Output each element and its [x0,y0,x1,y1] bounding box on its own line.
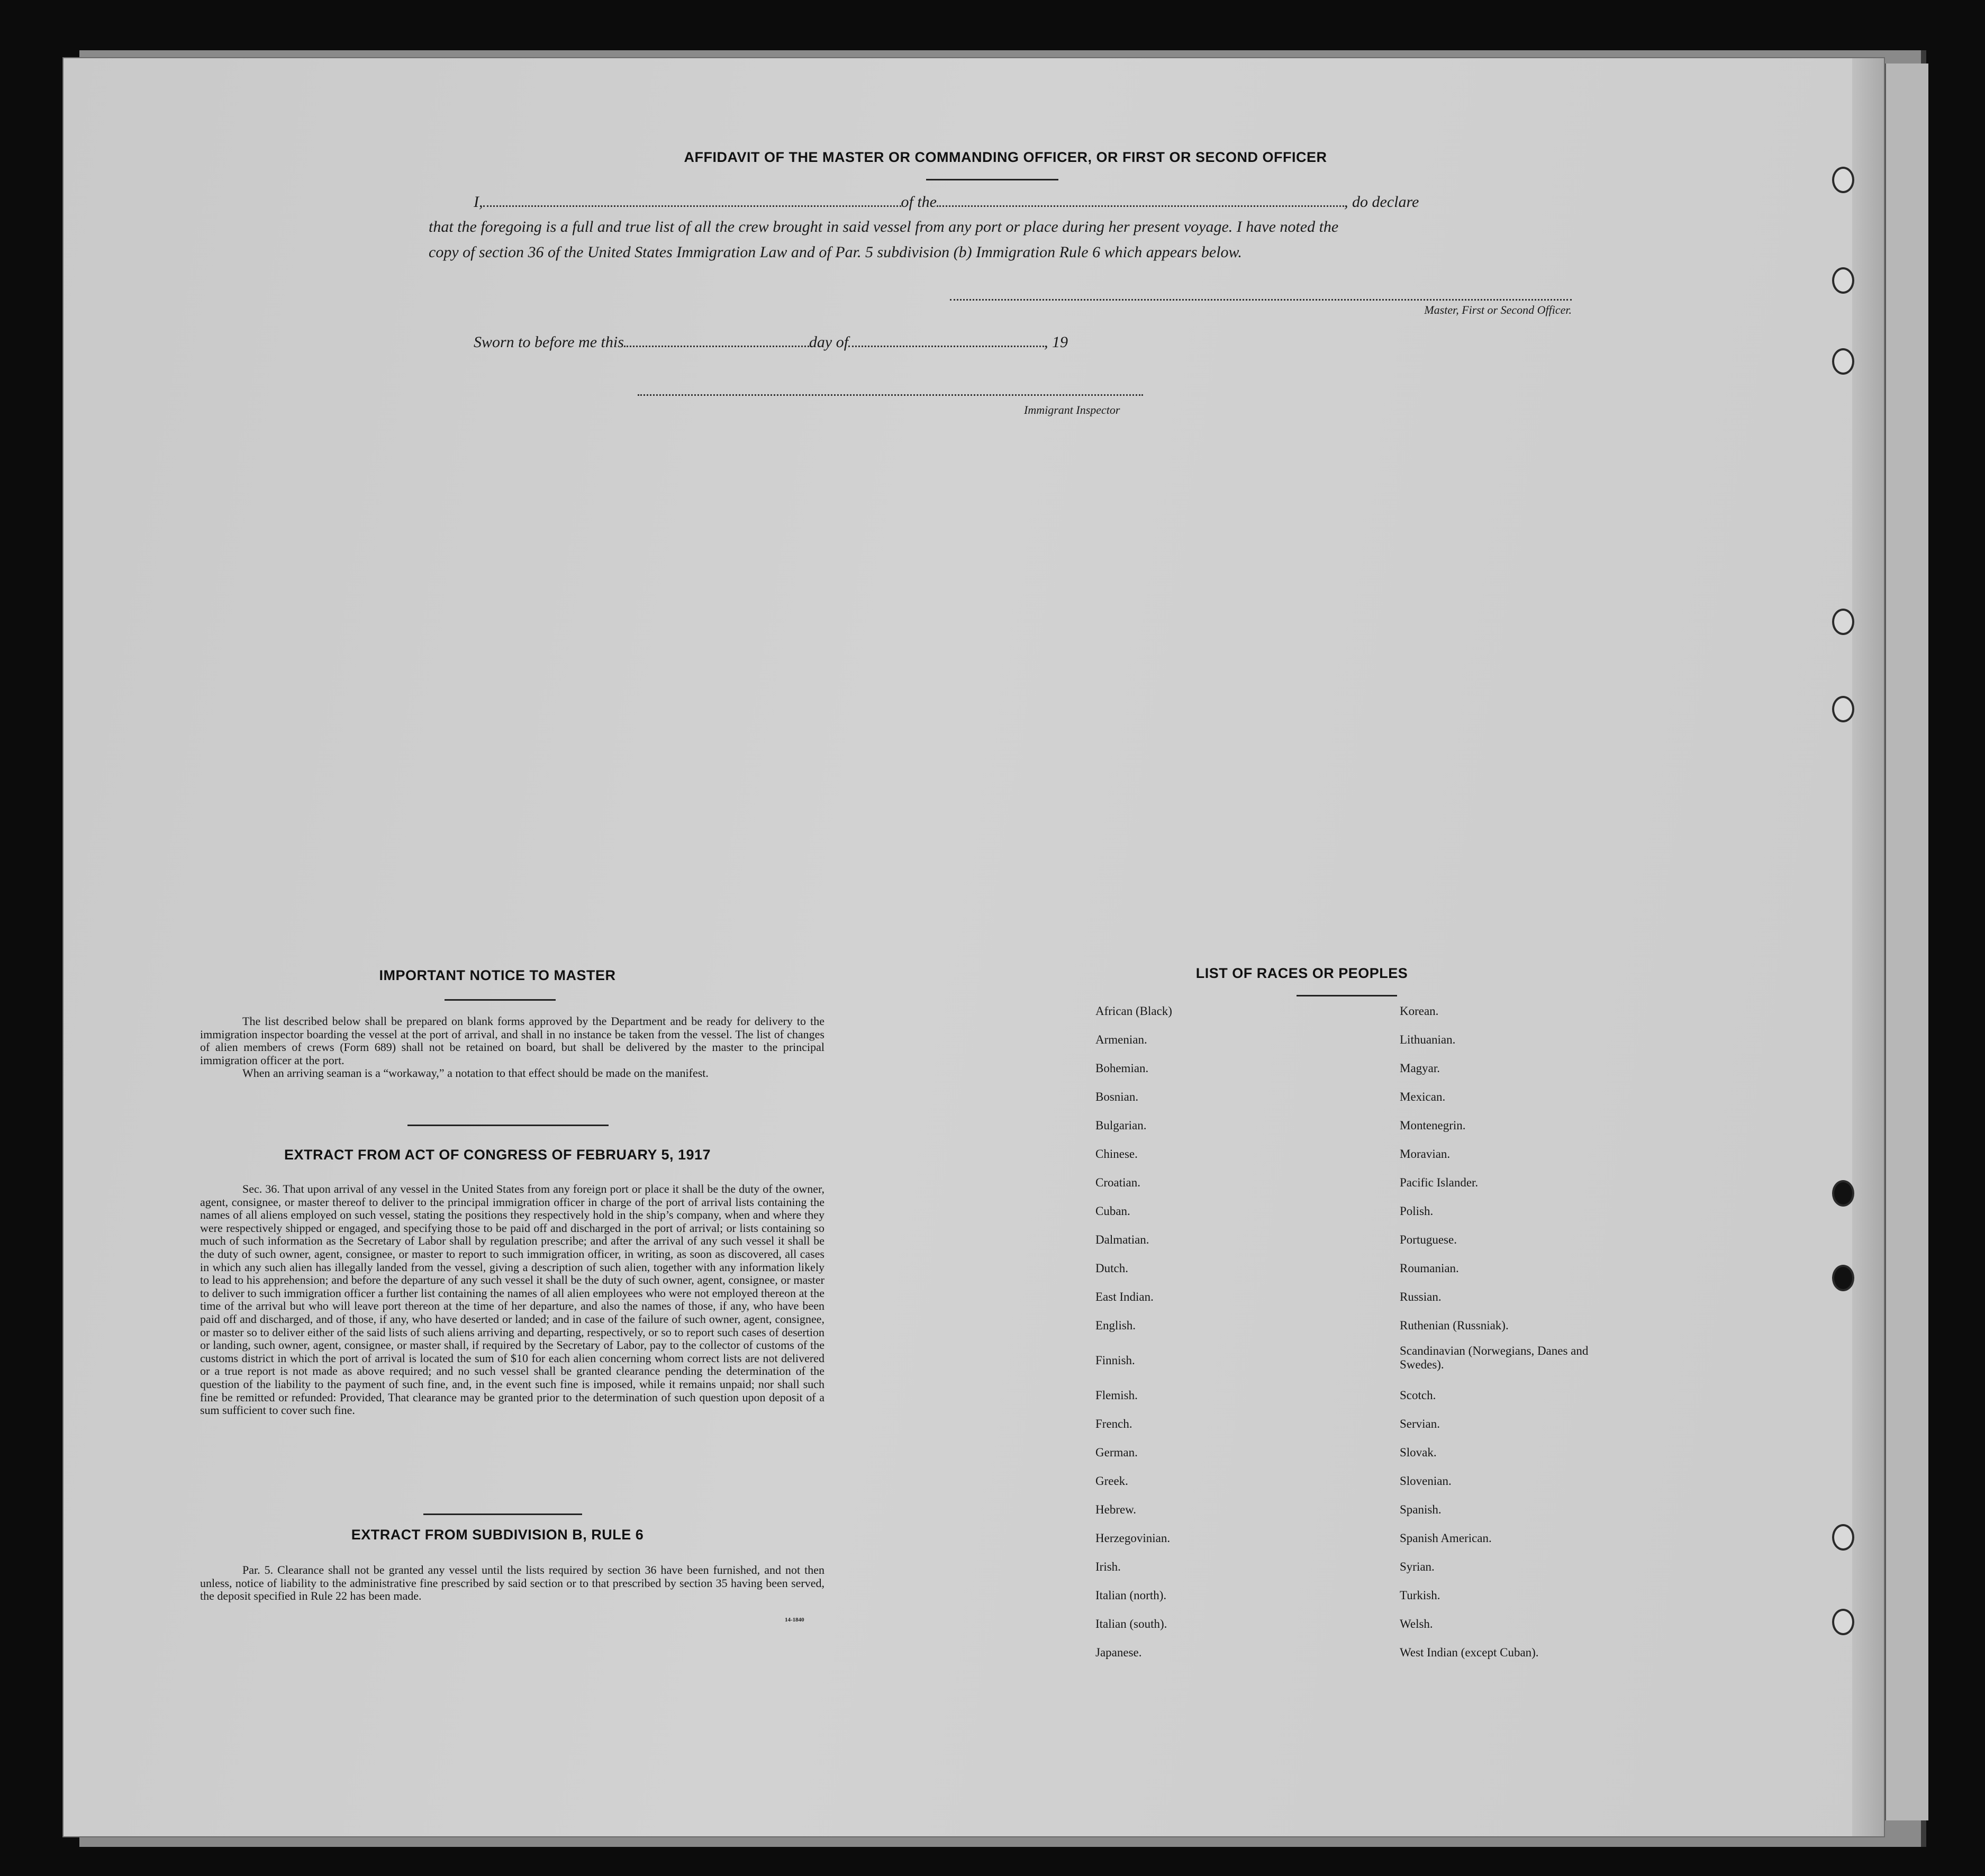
section-rule [407,1125,609,1126]
name-blank[interactable] [483,205,901,207]
affidavit-i-label: I, [474,193,483,211]
race-item: Herzegovinian. [1095,1531,1171,1545]
race-item: Finnish. [1095,1354,1135,1367]
race-item: Russian. [1400,1290,1442,1303]
affidavit-line-1 [474,193,1574,211]
race-item: Servian. [1400,1417,1440,1430]
punch-hole-icon [1832,348,1854,375]
race-item: Cuban. [1095,1204,1130,1218]
inspector-signature-label: Immigrant Inspector [1024,403,1120,416]
races-right-column [1400,1004,1643,1724]
punch-hole-icon [1832,1609,1854,1635]
notice-paragraph: The list described below shall be prepared on blank forms approved by the Department and be ready for delivery to the immigration inspector boarding the vessel at the port of arrival, and shall in no instance be taken from the vessel. The list of changes of alien members of crews (Form 689) shall not be retained on board, but shall be delivered by the master to the principal immigration officer at the port. [200,1014,824,1067]
races-left-column [1095,1004,1360,1724]
affidavit-of-the-label: of the [901,193,937,211]
punch-hole-icon [1832,267,1854,294]
section-rule [423,1514,582,1515]
race-item: Pacific Islander. [1400,1176,1479,1189]
race-item: Welsh. [1400,1617,1433,1630]
race-item: Dalmatian. [1095,1233,1149,1246]
race-item: Roumanian. [1400,1262,1459,1275]
rule-heading: EXTRACT FROM SUBDIVISION B, RULE 6 [351,1527,644,1543]
notice-heading: IMPORTANT NOTICE TO MASTER [379,967,616,983]
master-signature-label: Master, First or Second Officer. [1424,303,1572,316]
race-item: Slovak. [1400,1446,1437,1459]
affidavit-line-3: copy of section 36 of the United States Immigration Law and of Par. 5 subdivision (b) Immigration Rule 6 which appears below. [429,243,1242,261]
rule-body [200,1564,824,1603]
form-number: 14-1840 [785,1617,804,1623]
punch-hole-icon [1832,1524,1854,1551]
race-item: Italian (south). [1095,1617,1167,1630]
heading-rule [1297,995,1397,996]
vessel-blank[interactable] [937,205,1344,207]
punch-hole-icon [1832,609,1854,635]
race-item: Dutch. [1095,1262,1128,1275]
race-item: Portuguese. [1400,1233,1457,1246]
race-item: German. [1095,1446,1138,1459]
race-item: Japanese. [1095,1646,1142,1659]
sworn-line [474,333,1068,351]
affidavit-declare-label: , do declare [1344,193,1419,211]
race-item: Chinese. [1095,1147,1138,1161]
race-item: Spanish. [1400,1503,1442,1516]
race-item: Greek. [1095,1474,1128,1488]
race-item: English. [1095,1319,1136,1332]
race-item: Spanish American. [1400,1531,1492,1545]
race-item: Syrian. [1400,1560,1435,1573]
sworn-label: Sworn to before me this [474,333,624,351]
race-item: Bulgarian. [1095,1119,1147,1132]
race-item: Scandinavian (Norwegians, Danes and Swedes). [1400,1344,1589,1371]
race-item: Mexican. [1400,1090,1446,1103]
race-item: Bohemian. [1095,1062,1149,1075]
races-heading: LIST OF RACES OR PEOPLES [1195,965,1408,981]
race-item: Scotch. [1400,1389,1436,1402]
inspector-signature-line[interactable] [638,394,1143,396]
race-item: Armenian. [1095,1033,1147,1046]
race-item: Korean. [1400,1004,1439,1018]
punch-hole-icon [1832,1180,1854,1207]
act-heading: EXTRACT FROM ACT OF CONGRESS OF FEBRUARY 5, 1917 [284,1147,711,1163]
race-item: Turkish. [1400,1589,1440,1602]
race-item: Flemish. [1095,1389,1138,1402]
race-item: French. [1095,1417,1132,1430]
race-item: African (Black) [1095,1004,1172,1018]
heading-rule [926,179,1058,180]
race-item: Hebrew. [1095,1503,1137,1516]
punch-hole-icon [1832,1265,1854,1291]
affidavit-heading: AFFIDAVIT OF THE MASTER OR COMMANDING OFFICER, OR FIRST OR SECOND OFFICER [684,149,1327,165]
race-item: Slovenian. [1400,1474,1452,1488]
race-item: Irish. [1095,1560,1121,1573]
race-item: Magyar. [1400,1062,1440,1075]
page-edge-strip [1852,58,1884,1836]
day-of-label: day of [809,333,849,351]
race-item: Montenegrin. [1400,1119,1466,1132]
race-item: Ruthenian (Russniak). [1400,1319,1509,1332]
heading-rule [445,999,556,1001]
race-item: Polish. [1400,1204,1434,1218]
race-item: Italian (north). [1095,1589,1167,1602]
act-body [200,1183,824,1417]
affidavit-line-2: that the foregoing is a full and true list of all the crew brought in said vessel from any port or place during her present voyage. I have noted the [429,218,1339,235]
race-item: Lithuanian. [1400,1033,1456,1046]
race-item: West Indian (except Cuban). [1400,1646,1539,1659]
year-label: , 19 [1044,333,1068,351]
sworn-day-blank[interactable] [624,346,809,347]
race-item: Croatian. [1095,1176,1140,1189]
race-item: Bosnian. [1095,1090,1139,1103]
race-item: Moravian. [1400,1147,1451,1161]
race-item: East Indian. [1095,1290,1154,1303]
notice-body [200,1015,824,1080]
form-page [64,58,1884,1836]
notice-paragraph: When an arriving seaman is a “workaway,” a notation to that effect should be made on the manifest. [242,1066,709,1080]
rule-paragraph: Par. 5. Clearance shall not be granted any vessel until the lists required by section 36 have been furnished, and not then unless, notice of liability to the administrative fine prescribed by said section or to that prescribed by section 35 having been served, the deposit specified in Rule 22 has been made. [200,1563,824,1603]
act-paragraph: Sec. 36. That upon arrival of any vessel in the United States from any foreign port or place it shall be the duty of the owner, agent, consignee, or master thereof to deliver to the principal immigration officer in charge of the port of arrival lists containing the names of all aliens employed on such vessel, stating the positions they respectively hold in the ship’s company, when and where they were respectively shipped or engaged, and specifying those to be paid off and discharged in the port of arrival; or lists containing so much of such information as the Secretary of Labor shall by regulation prescribe; and after the arrival of any such vessel it shall be the duty of such owner, agent, consignee, or master to report to such immigration officer, in writing, as soon as discovered, all cases in which any such alien has illegally landed from the vessel, giving a description of such alien, together with any information likely to lead to his apprehension; and before the departure of any such vessel it shall be the duty of such owner, agent, consignee, or master to deliver to such immigration officer a further list containing the names of all alien employees who were not employed thereon at the time of the arrival but who will leave port thereon at the time of her departure, and also the names of those, if any, who have been paid off and discharged, and of those, if any, who have deserted or landed; and in case of the failure of such owner, agent, consignee, or master so to deliver either of the said lists of such aliens arriving and departing, respectively, or so to report such cases of desertion or landing, such owner, agent, consignee, or master shall, if required by the Secretary of Labor, pay to the collector of customs of the customs district in which the port of arrival is located the sum of $10 for each alien concerning whom correct lists are not delivered or a true report is not made as above required; and no such vessel shall be granted clearance pending the determination of the question of the liability to the payment of such fine, and, in the event such fine is imposed, while it remains unpaid; nor shall such fine be remitted or refunded: Provided, That clearance may be granted prior to the determination of such question upon deposit of a sum sufficient to cover such fine. [200,1182,824,1417]
sworn-month-blank[interactable] [848,346,1044,347]
punch-hole-icon [1832,167,1854,193]
master-signature-line[interactable] [950,299,1572,301]
back-sheet-edge [1884,64,1928,1820]
punch-hole-icon [1832,696,1854,722]
